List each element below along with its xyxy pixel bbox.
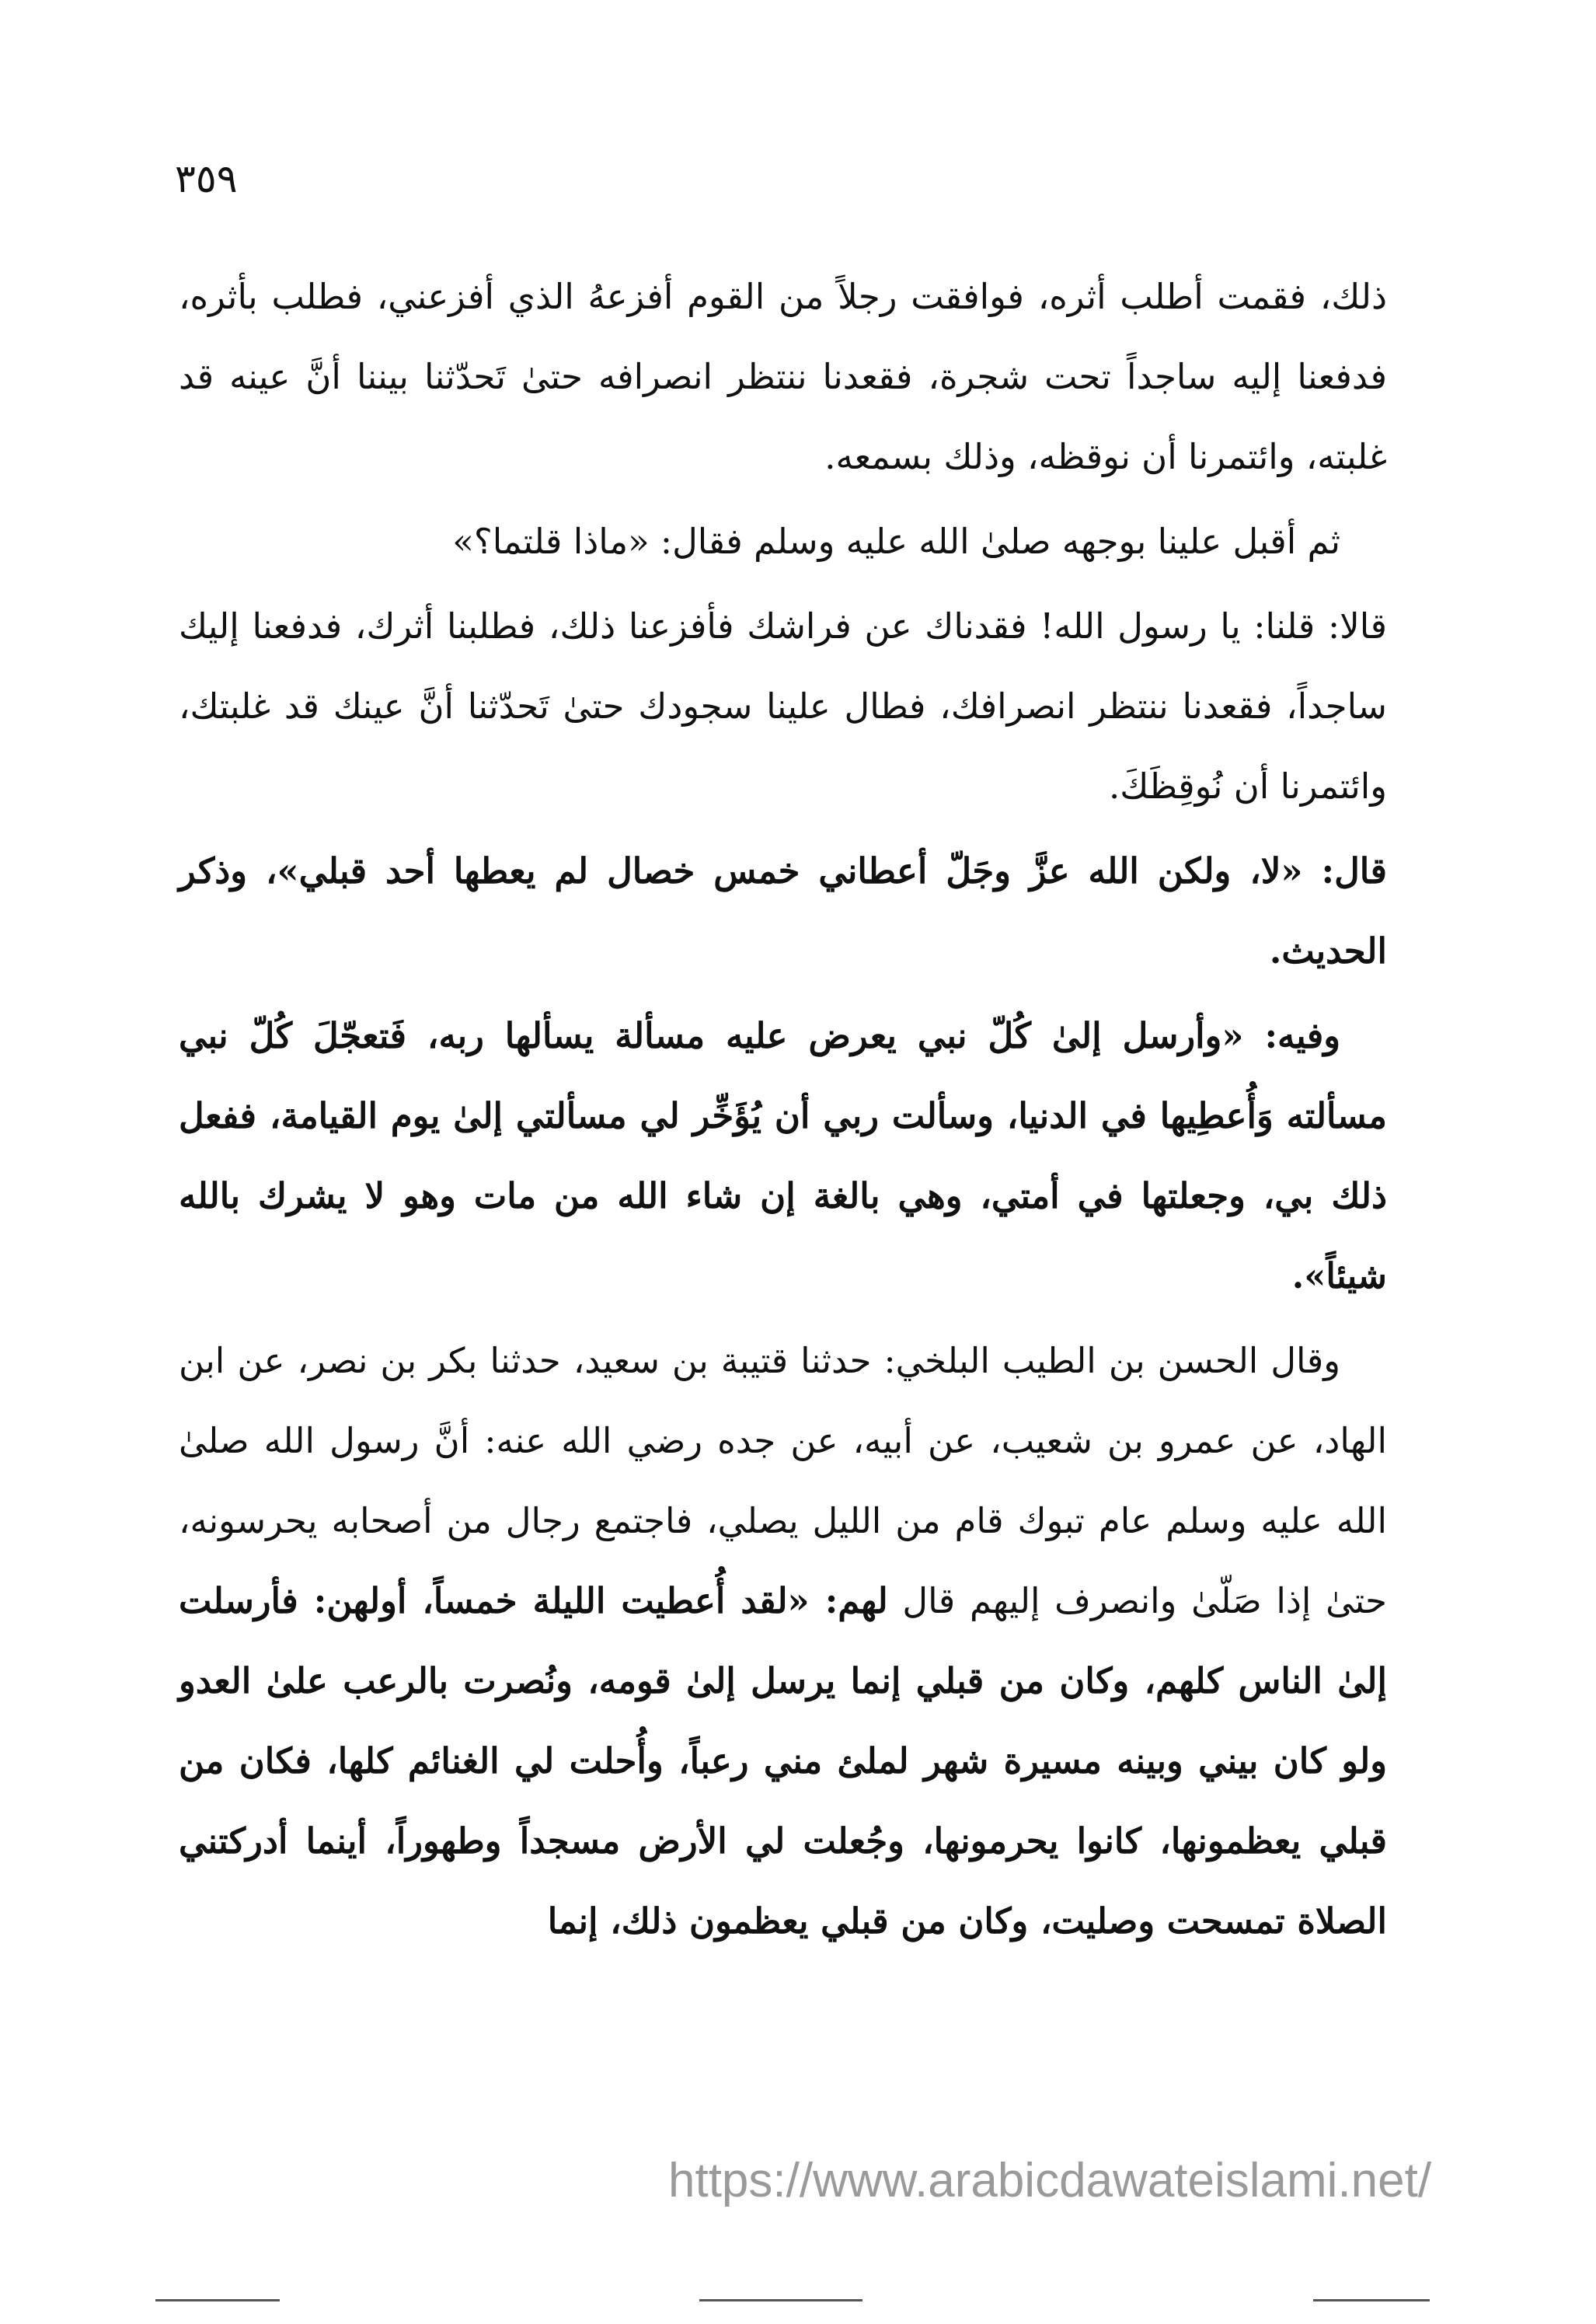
text-line: حتىٰ تَحدّثنا أنَّ عينك قد غلبتك، وائتمرنا أن نُوقِظَكَ.	[179, 686, 1387, 807]
bottom-rule	[155, 2299, 280, 2301]
text-line: وفيه: «وأرسل إلىٰ كُلّ نبي يعرض عليه مسألة يسألها ربه، فَتعجّلَ كُلّ	[228, 1015, 1340, 1056]
text-line: قبلي»، وذكر الحديث.	[179, 850, 1387, 972]
bottom-rule	[1313, 2299, 1430, 2301]
paragraph-2	[179, 501, 1387, 581]
text-line: تَحدّثنا بيننا أنَّ عينه قد غلبته، وائتمرنا أن نوقظه، وذلك بسمعه.	[179, 356, 1387, 477]
text-line: فاجتمع رجال من أصحابه يحرسونه، حتىٰ إذا صَلّىٰ وانصرف إليهم قال	[179, 1500, 1387, 1621]
body-text	[179, 256, 1387, 1966]
text-line: قالا: قلنا: يا رسول الله! فقدناك عن فراشك فأفزعنا ذلك، فطلبنا	[434, 605, 1387, 647]
text-line: أثرك، فدفعنا إليك ساجداً، فقعدنا ننتظر انصرافك، فطال علينا سجودك	[179, 605, 1387, 727]
text-line: لهم: «لقد أُعطيت الليلة خمساً، أولهن: فأرسلت إلىٰ الناس كلهم، وكان	[179, 1580, 1387, 1701]
text-line: القيامة، ففعل ذلك بي، وجعلتها في أمتي، وهي بالغة إن شاء الله من مات	[179, 1095, 1387, 1216]
text-line: ذلك، فقمت أطلب أثره، فوافقت رجلاً من القوم أفزعهُ الذي أفزعني،	[362, 276, 1387, 317]
text-line: من قبلي إنما يرسل إلىٰ قومه، ونُصرت بالرعب علىٰ العدو ولو كان بيني	[179, 1660, 1388, 1781]
text-line: وقال الحسن بن الطيب البلخي: حدثنا قتيبة بن سعيد، حدثنا بكر بن	[368, 1340, 1340, 1381]
page-number: ٣٥٩	[175, 156, 238, 201]
text-line: نصر، عن ابن الهاد، عن عمرو بن شعيب، عن أبيه، عن جده رضي الله	[179, 1340, 1388, 1461]
paragraph-5	[179, 996, 1387, 1316]
watermark-url: https://www.arabicdawateislami.net/	[668, 2154, 1432, 2207]
text-line: وبينه مسيرة شهر لملئ مني رعباً، وأُحلت لي الغنائم كلها، فكان من قبلي	[179, 1740, 1387, 1862]
text-line: يعظمونها، كانوا يحرمونها، وجُعلت لي الأرض مسجداً وطهوراً، أينما	[287, 1820, 1302, 1862]
text-line: نبي مسألته وَأُعطِيها في الدنيا، وسألت ربي أن يُؤَخِّر لي مسألتي إلىٰ يوم	[179, 1015, 1387, 1136]
paragraph-1	[179, 256, 1387, 497]
paragraph-4	[179, 831, 1387, 991]
paragraph-3	[179, 586, 1387, 826]
text-line: فطلب بأثره، فدفعنا إليه ساجداً تحت شجرة، فقعدنا ننتظر انصرافه حتىٰ	[179, 276, 1387, 397]
paragraph-6	[179, 1321, 1387, 1961]
bottom-rule	[699, 2299, 862, 2301]
text-line: وهو لا يشرك بالله شيئاً».	[179, 1175, 1387, 1296]
text-line: عنه: أنَّ رسول الله صلىٰ الله عليه وسلم عام تبوك قام من الليل يصلي،	[179, 1420, 1387, 1541]
text-line: قال: «لا، ولكن الله عزَّ وجَلّ أعطاني خمس خصال لم يعطها أحد	[367, 850, 1387, 892]
text-line: ثم أقبل علينا بوجهه صلىٰ الله عليه وسلم فقال: «ماذا قلتما؟»	[452, 521, 1340, 562]
text-line: أدركتني الصلاة تمسحت وصليت، وكان من قبلي يعظمون ذلك، إنما	[179, 1820, 1387, 1942]
